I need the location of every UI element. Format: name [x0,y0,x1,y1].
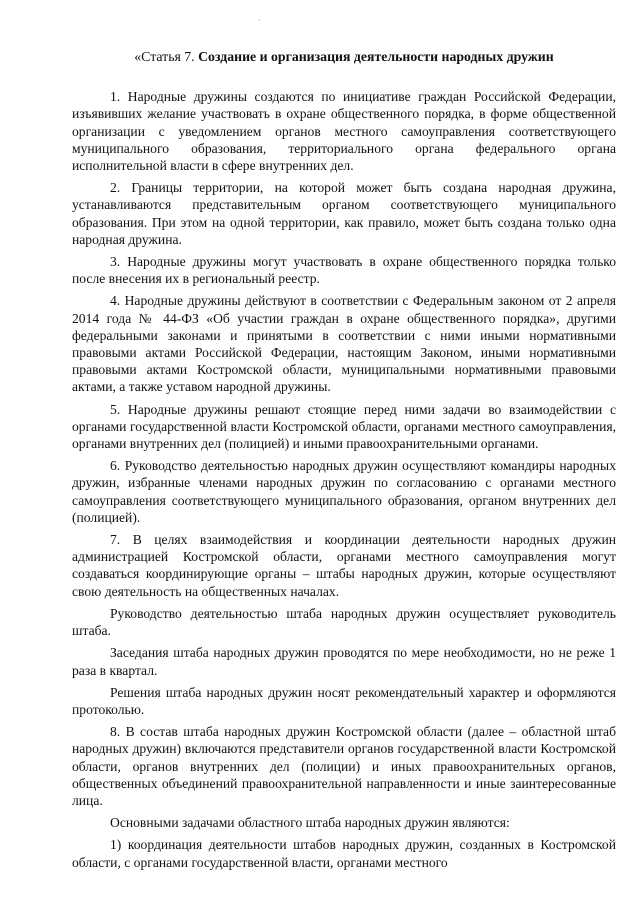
paragraph-1: 1. Народные дружины создаются по инициативе граждан Российской Федерации, изъявивших желание участвовать в охране общественного порядка, в форме общественной организации с уведомлением органов местного самоуправления соответствующего муниципального образования, территориального органа федерального органа исполнительной власти в сфере внутренних дел. [72,89,616,174]
top-mark: · [258,16,261,25]
paragraph-7-decisions: Решения штаба народных дружин носят рекомендательный характер и оформляются протоколью. [72,684,616,717]
document-page [72,48,616,876]
article-heading [72,48,616,65]
paragraph-8-task-1: 1) координация деятельности штабов народных дружин, созданных в Костромской области, с органами государственной власти, органами местного [72,837,616,870]
paragraph-7-leader: Руководство деятельностью штаба народных дружин осуществляет руководитель штаба. [72,605,616,639]
paragraph-6: 6. Руководство деятельностью народных дружин осуществляют командиры народных дружин, избранные членами народных дружин по согласованию с органами местного самоуправления соответствующего муниципального образования, органом внутренних дел (полицией). [72,458,616,525]
paragraph-7-meetings: Заседания штаба народных дружин проводятся по мере необходимости, но не реже 1 раза в квартал. [72,645,616,678]
paragraph-2: 2. Границы территории, на которой может быть создана народная дружина, устанавливаются представительным органом соответствующего муниципального образования. При этом на одной территории, как правило, может быть создана только одна народная дружина. [72,180,616,247]
article-heading-title: Создание и организация деятельности народных дружин [198,49,554,64]
paragraph-4: 4. Народные дружины действуют в соответствии с Федеральным законом от 2 апреля 2014 года № 44-ФЗ «Об участии граждан в охране общественного порядка», другими федеральными законами и принятыми в соответствии с ними иными нормативными правовыми актами Российской Федерации, настоящим Законом, иными нормативными правовыми актами Костромской области, муниципальными нормативными правовыми актами, а также уставом народной дружины. [72,293,616,395]
paragraph-7: 7. В целях взаимодействия и координации деятельности народных дружин администрацией Костромской области, органами местного самоуправления могут создаваться координирующие органы – штабы народных дружин, которые осуществляют свою деятельность на общественных началах. [72,532,616,599]
article-heading-prefix: «Статья 7. [134,49,199,64]
paragraph-5: 5. Народные дружины решают стоящие перед ними задачи во взаимодействии с органами государственной власти Костромской области, органами местного самоуправления, органами внутренних дел (полицией) и иными правоохранительными органами. [72,401,616,452]
paragraph-3: 3. Народные дружины могут участвовать в охране общественного порядка только после внесения их в региональный реестр. [72,254,616,287]
paragraph-8-tasks-intro: Основными задачами областного штаба народных дружин являются: [110,815,510,831]
paragraph-8: 8. В состав штаба народных дружин Костромской области (далее – областной штаб народных дружин) включаются представители органов государственной власти Костромской области, органов внутренних дел (полиции) и иных правоохранительных органов, общественных объединений правоохранительной направленности и иные заинтересованные лица. [72,724,616,808]
